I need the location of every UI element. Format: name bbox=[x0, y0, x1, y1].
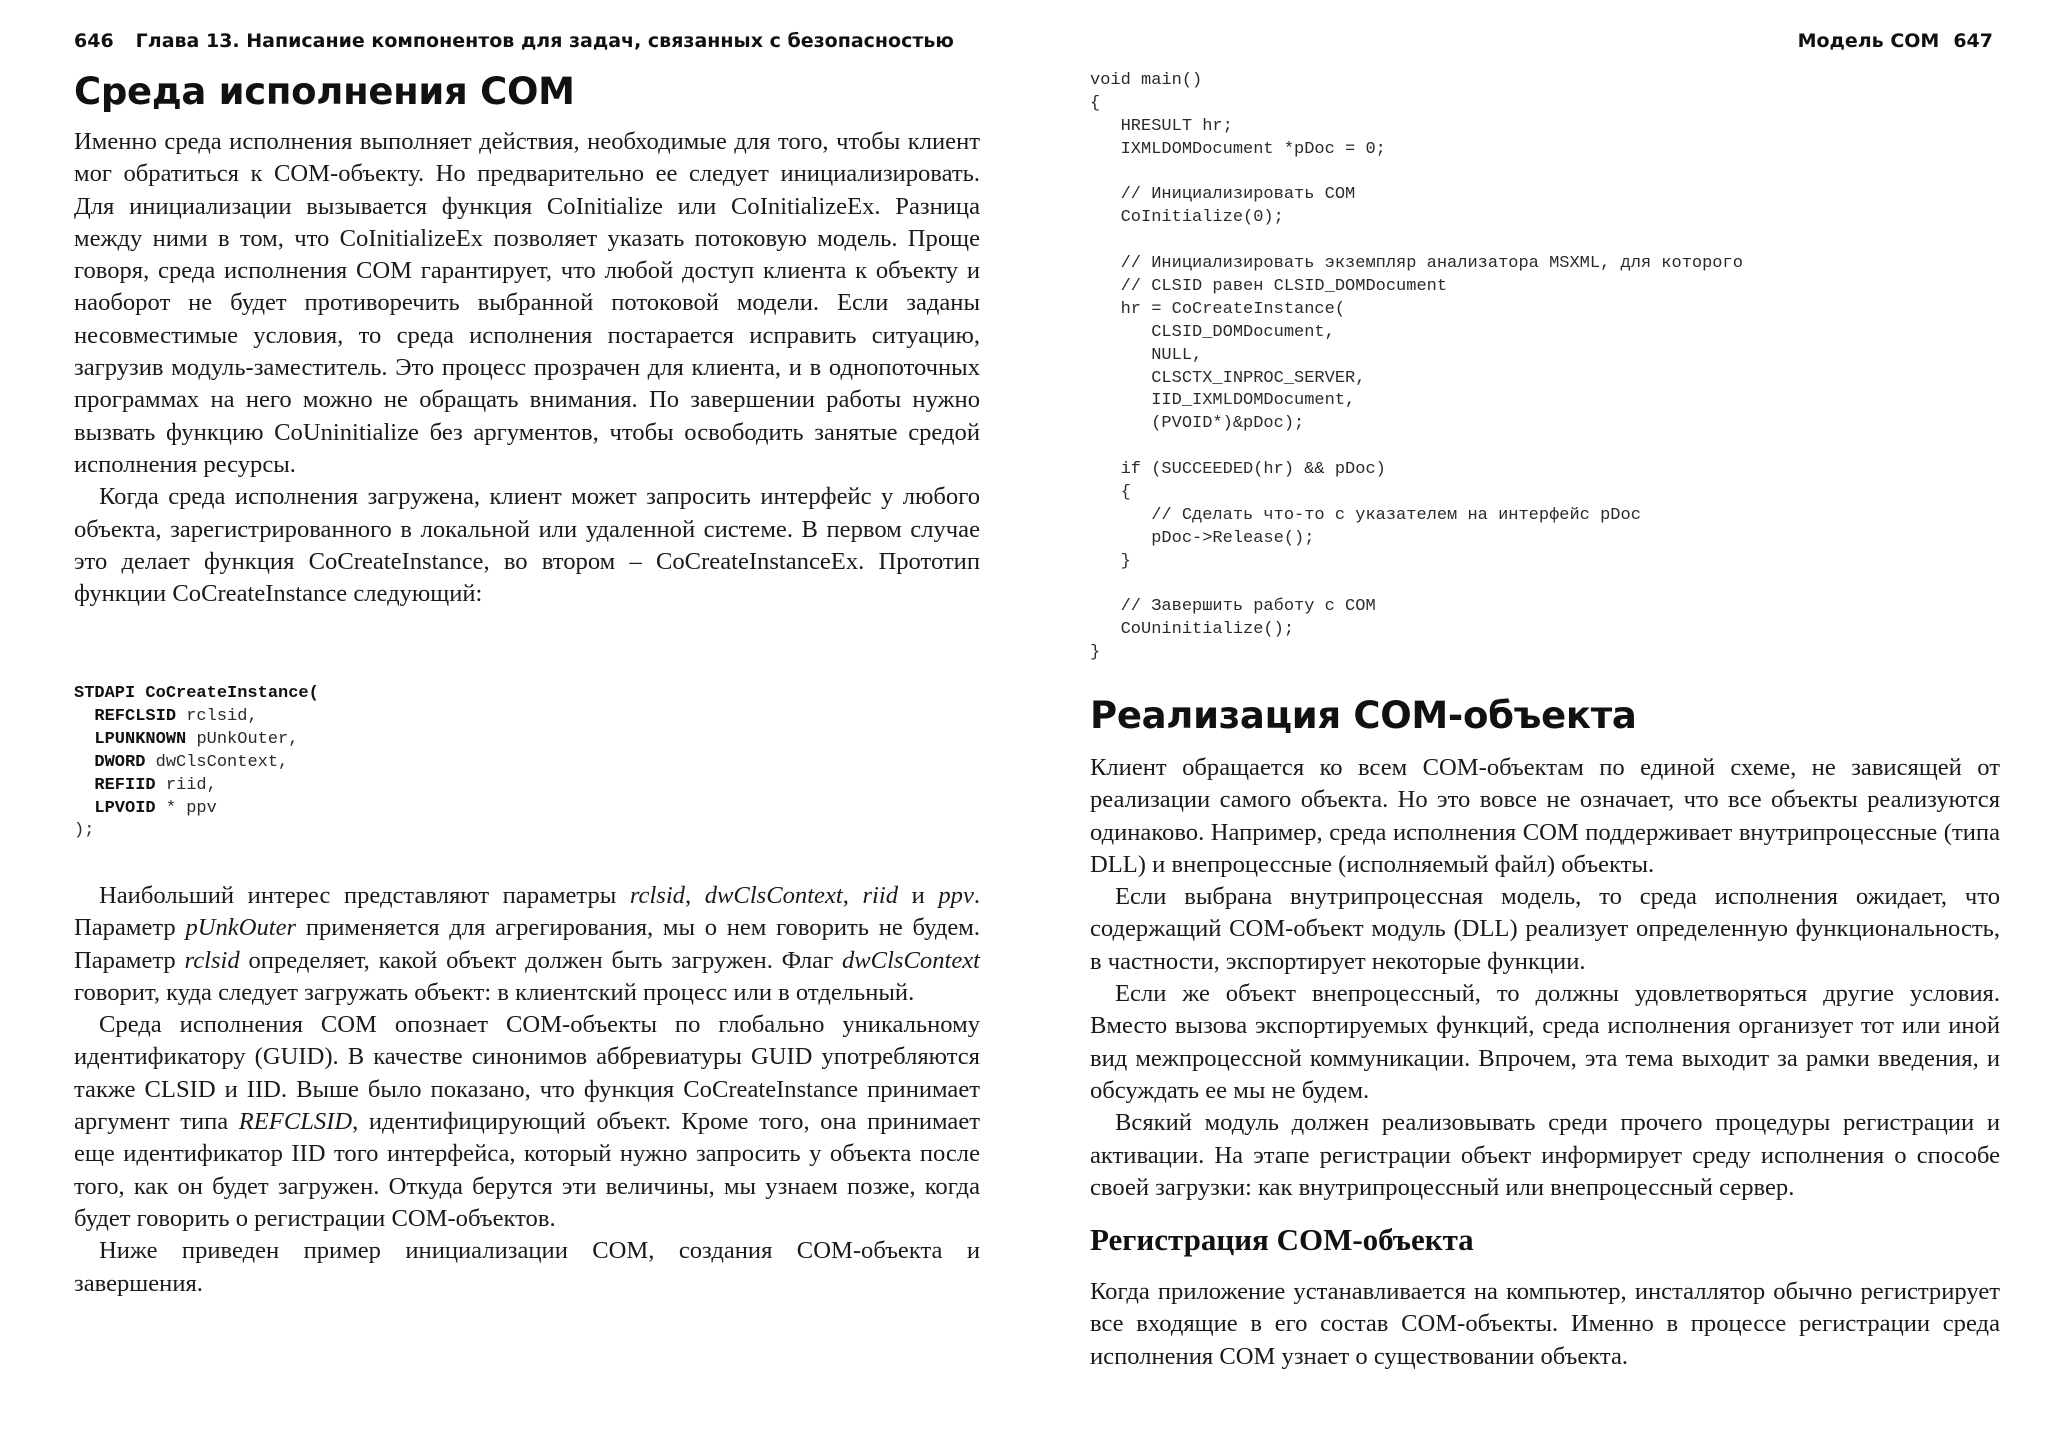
paragraph: Если же объект внепроцессный, то должны удовлетворяться другие условия. Вместо вызова экспортируемых функций, среда исполнения организует тот или иной вид межпроцессной коммуникации. Впрочем, эта тема выходит за рамки введения, и обсуждать ее мы не будем. bbox=[1090, 980, 2000, 1104]
registration-text-block bbox=[1090, 1276, 2000, 1373]
code-param-type: REFIID bbox=[94, 775, 156, 795]
code-line bbox=[1090, 230, 1743, 253]
right-running-head bbox=[1798, 30, 1993, 60]
code-param-name: ppv bbox=[186, 798, 217, 818]
code-line: // Инициализировать COM bbox=[1090, 185, 1356, 205]
code-line: IID_IXMLDOMDocument, bbox=[1090, 391, 1356, 411]
code-param-name: rclsid, bbox=[186, 706, 258, 726]
paragraph: Клиент обращается ко всем COM-объектам по единой схеме, не зависящей от реализации самого объекта. Но это вовсе не означает, что все объекты реализуются одинаково. Например, среда исполнения COM поддерживает внутрипроцессные (типа DLL) и внепроцессные (исполняемый файл) объекты. bbox=[1090, 754, 2000, 878]
code-line: { bbox=[1090, 483, 1131, 503]
code-line: if (SUCCEEDED(hr) && pDoc) bbox=[1090, 460, 1386, 480]
code-line: ); bbox=[74, 821, 95, 841]
paragraph: Когда среда исполнения загружена, клиент может запросить интерфейс у любого объекта, зарегистрированного в локальной или удаленной системе. В первом случае это делает функция CoCreateInstance, во втором – CoCreateInstanceEx. Прототип функции CoCreateInstance следующий: bbox=[74, 483, 980, 608]
code-line bbox=[1090, 162, 1743, 185]
code-param-type: LPUNKNOWN bbox=[94, 729, 187, 749]
code-param-type: LPVOID bbox=[94, 798, 156, 818]
section-heading: Реализация COM-объекта bbox=[1090, 694, 1637, 737]
code-line: CLSID_DOMDocument, bbox=[1090, 322, 1335, 342]
code-line: (PVOID*)&pDoc); bbox=[1090, 414, 1305, 434]
code-param-type: DWORD bbox=[94, 752, 146, 772]
code-line: } bbox=[1090, 643, 1101, 663]
code-line: } bbox=[1090, 551, 1131, 571]
code-line: hr = CoCreateInstance( bbox=[1090, 299, 1346, 319]
code-line: HRESULT hr; bbox=[1090, 116, 1233, 136]
intro-text-block bbox=[74, 126, 980, 610]
running-title: Модель COM bbox=[1797, 30, 1940, 52]
code-line: CLSCTX_INPROC_SERVER, bbox=[1090, 368, 1366, 388]
code-param-name: riid, bbox=[165, 775, 217, 795]
code-line: { bbox=[1090, 93, 1101, 113]
page-number: 647 bbox=[1953, 30, 1993, 52]
paragraph: Если выбрана внутрипроцессная модель, то среда исполнения ожидает, что содержащий COM-объект модуль (DLL) реализует определенную функциональность, в частности, экспортирует некоторые функции. bbox=[1090, 883, 2000, 975]
params-text-block bbox=[74, 880, 980, 1300]
code-line: NULL, bbox=[1090, 345, 1203, 365]
paragraph: Среда исполнения COM опознает COM-объекты по глобально уникальному идентификатору (GUID). В качестве синонимов аббревиатуры GUID употребляются также CLSID и IID. Выше было показано, что функция CoCreateInstance принимает аргумент типа REFCLSID, идентифицирующий объект. Кроме того, она принимает еще идентификатор IID того интерфейса, который нужно запросить у объекта после того, как он будет загружен. Откуда берутся эти величины, мы узнаем позже, когда будет говорить о регистрации COM-объектов. bbox=[74, 1011, 981, 1232]
right-page bbox=[1024, 0, 2048, 1447]
code-line: // Инициализировать экземпляр анализатора MSXML, для которого bbox=[1090, 254, 1743, 274]
subsection-heading: Регистрация COM-объекта bbox=[1090, 1222, 1474, 1257]
paragraph: Именно среда исполнения выполняет действия, необходимые для того, чтобы клиент мог обратиться к COM-объекту. Но предварительно ее следует инициализировать. Для инициализации вызывается функция CoInitialize или CoInitializeEx. Разница между ними в том, что CoInitializeEx позволяет указать потоковую модель. Проще говоря, среда исполнения COM гарантирует, что любой доступ клиента к объекту и наоборот не будет противоречить выбранной потоковой модели. Если заданы несовместимые условия, то среда исполнения постарается исправить ситуацию, загрузив модуль-заместитель. Это процесс прозрачен для клиента, и в однопоточных программах на него можно не обращать внимания. По завершении работы нужно вызвать функцию CoUninitialize без аргументов, чтобы освободить занятые средой исполнения ресурсы. bbox=[74, 128, 980, 478]
code-line: CoInitialize(0); bbox=[1090, 208, 1284, 228]
code-line bbox=[1090, 574, 1743, 597]
code-line: void main() bbox=[1090, 71, 1203, 90]
code-line: // CLSID равен CLSID_DOMDocument bbox=[1090, 277, 1448, 297]
page-number: 646 bbox=[74, 30, 114, 52]
paragraph: Когда приложение устанавливается на компьютер, инсталлятор обычно регистрирует все входящие в его состав COM-объекты. Именно в процессе регистрации среда исполнения COM узнает о существовании объекта. bbox=[1090, 1278, 2000, 1370]
left-running-head bbox=[74, 30, 954, 60]
code-line: IXMLDOMDocument *pDoc = 0; bbox=[1090, 139, 1386, 159]
code-example bbox=[1090, 70, 1743, 665]
code-line: pDoc->Release(); bbox=[1090, 528, 1315, 548]
code-param-type: REFCLSID bbox=[94, 706, 177, 726]
code-line: // Сделать что-то с указателем на интерфейс pDoc bbox=[1090, 505, 1641, 525]
paragraph: Наибольший интерес представляют параметры rclsid, dwClsContext, riid и ppv. Параметр pUnkOuter применяется для агрегирования, мы о нем говорить не будем. Параметр rclsid определяет, какой объект должен быть загружен. Флаг dwClsContext говорит, куда следует загружать объект: в клиентский процесс или в отдельный. bbox=[74, 882, 981, 1006]
code-param-name: dwClsContext, bbox=[155, 752, 289, 772]
code-line: CoUninitialize(); bbox=[1090, 620, 1295, 640]
paragraph: Ниже приведен пример инициализации COM, создания COM-объекта и завершения. bbox=[74, 1237, 980, 1297]
code-prototype: STDAPI CoCreateInstance( REFCLSID rclsid, LPUNKNOWN pUnkOuter, DWORD dwClsContext, REFIID riid, LPVOID * ppv ); bbox=[74, 684, 319, 841]
section-heading: Среда исполнения COM bbox=[74, 70, 575, 113]
paragraph: Всякий модуль должен реализовывать среди прочего процедуры регистрации и активации. На этапе регистрации объект информирует среду исполнения о способе своей загрузки: как внутрипроцессный или внепроцессный сервер. bbox=[1090, 1109, 2000, 1201]
code-line bbox=[1090, 436, 1743, 459]
implementation-text-block bbox=[1090, 752, 2000, 1204]
running-title: Глава 13. Написание компонентов для задач, связанных с безопасностью bbox=[135, 30, 954, 52]
code-line: STDAPI CoCreateInstance( bbox=[74, 684, 319, 703]
code-param-name: pUnkOuter, bbox=[196, 729, 299, 749]
code-line: // Завершить работу с COM bbox=[1090, 597, 1376, 617]
